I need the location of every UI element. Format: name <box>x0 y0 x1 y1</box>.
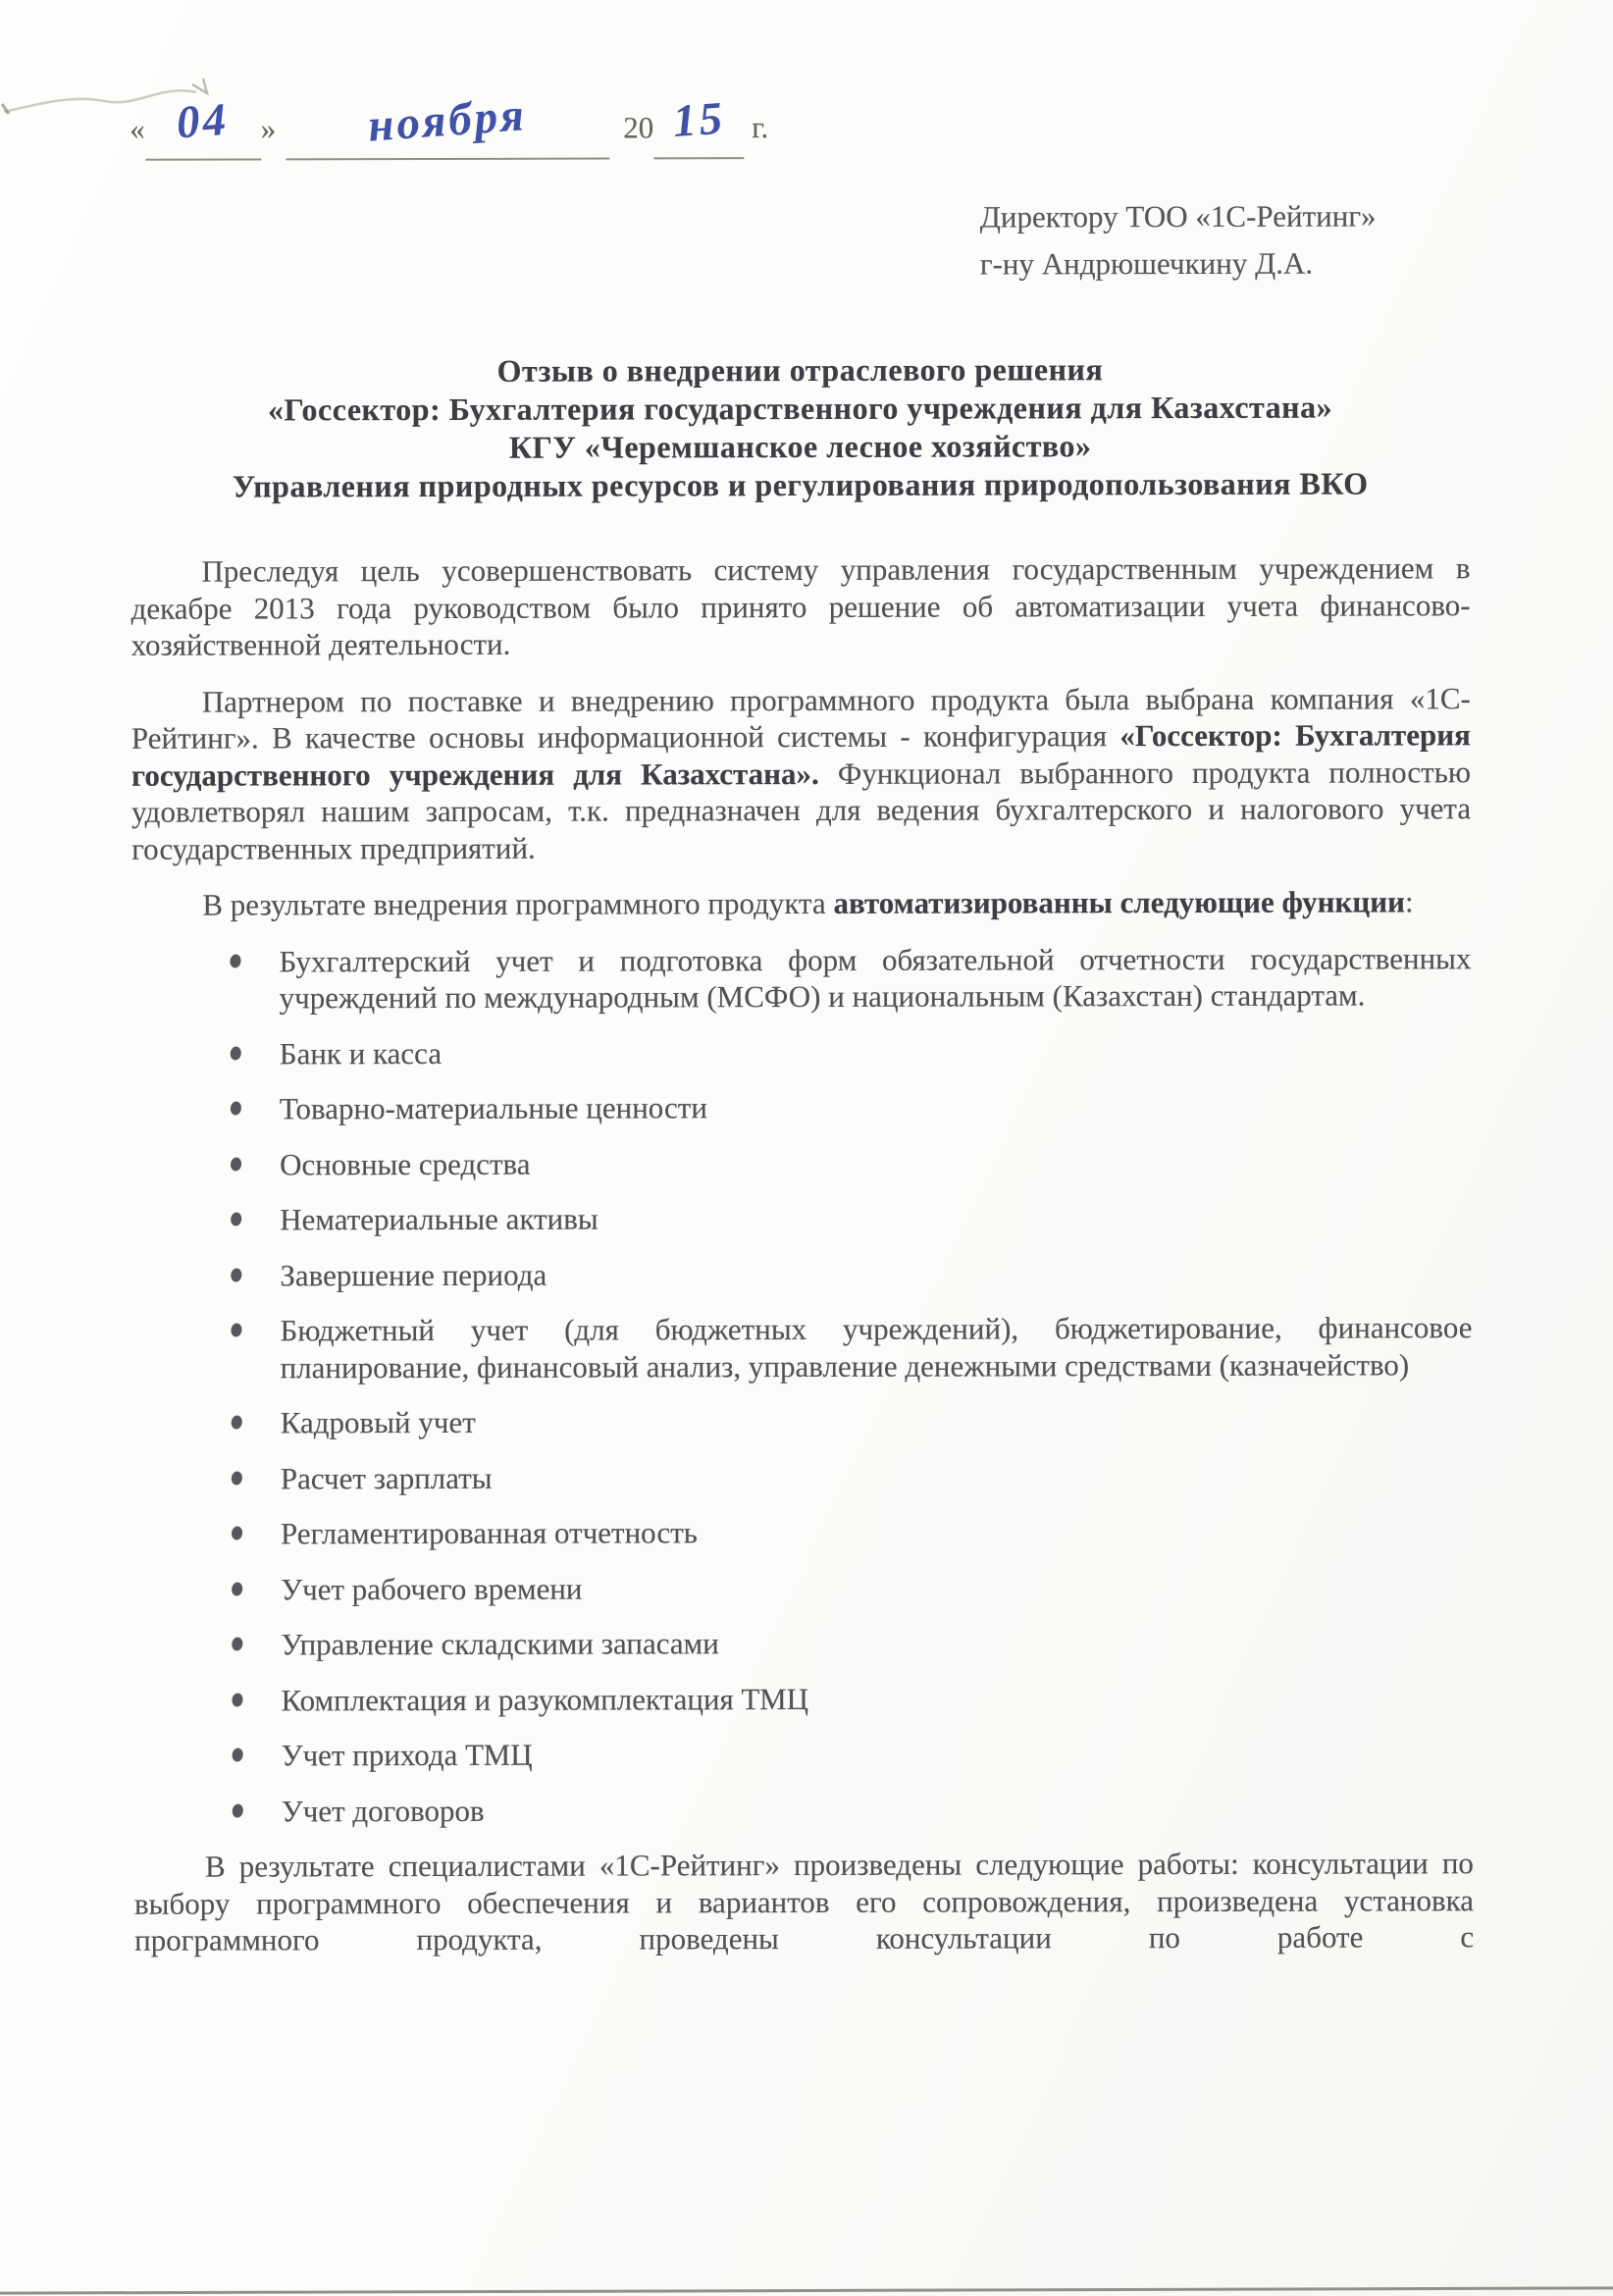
list-item-text: Бухгалтерский учет и подготовка форм обязательной отчетности государственных учреждений по международным (МСФО) и национальным (Казахстан) стандартам. <box>279 940 1472 1016</box>
handwritten-day: 04 <box>175 93 231 149</box>
list-item <box>132 1143 1472 1183</box>
bullet-icon <box>230 1212 242 1226</box>
open-quote: « <box>130 111 145 146</box>
date-month-blank <box>286 89 609 161</box>
automated-functions-list <box>131 940 1473 1830</box>
date-day-blank <box>145 93 261 160</box>
list-item-text: Товарно-материальные ценности <box>279 1090 707 1126</box>
list-item <box>134 1734 1474 1774</box>
list-item-text: Учет рабочего времени <box>281 1571 583 1606</box>
paragraph-intro <box>130 549 1470 663</box>
handwritten-year: 15 <box>670 92 727 148</box>
bullet-icon <box>231 1415 243 1430</box>
title-line-1: Отзыв о внедрении отраслевого решения <box>496 351 1104 389</box>
paragraph-functions-lead <box>131 883 1471 923</box>
bullet-icon <box>232 1748 244 1762</box>
addressee-block <box>980 192 1377 287</box>
functions-lead-colon: : <box>1404 884 1414 919</box>
list-item-text: Управление складскими запасами <box>281 1626 719 1662</box>
list-item-text: Учет договоров <box>281 1793 485 1828</box>
document-title <box>130 349 1470 506</box>
title-line-3: КГУ «Черемшанское лесное хозяйство» <box>508 428 1092 465</box>
list-item <box>132 1032 1472 1072</box>
bullet-icon <box>232 1802 244 1817</box>
list-item <box>133 1679 1473 1719</box>
list-item <box>133 1457 1473 1497</box>
list-item-text: Нематериальные активы <box>280 1201 598 1237</box>
close-quote: » <box>260 111 277 146</box>
bullet-icon <box>230 1045 242 1060</box>
paragraph-works-text: В результате специалистами «1С-Рейтинг» произведены следующие работы: консультации по выбору программного обеспечения и вариантов его сопровождения, произведена установка программного продукта, проведены консультации по работе с <box>133 1846 1475 1957</box>
list-item-text: Регламентированная отчетность <box>280 1515 698 1551</box>
date-line <box>130 89 1469 169</box>
bullet-icon <box>230 1156 242 1171</box>
bullet-icon <box>230 953 242 967</box>
list-item <box>132 1198 1472 1238</box>
list-item <box>133 1401 1473 1441</box>
paragraph-works <box>134 1845 1474 1958</box>
title-line-4: Управления природных ресурсов и регулирования природопользования ВКО <box>232 465 1369 504</box>
list-item <box>133 1512 1473 1552</box>
list-item <box>133 1568 1473 1608</box>
paragraph-partner <box>131 680 1471 867</box>
year-printed-prefix: 20 <box>623 110 654 145</box>
bullet-icon <box>232 1692 244 1706</box>
paragraph-partner-text-2: Функционал выбранного продукта полностью удовлетворял нашим запросам, т.к. предназначен для ведения бухгалтерского и налогового учета государственных предприятий. <box>131 754 1472 866</box>
list-item-text: Учет прихода ТМЦ <box>281 1737 533 1773</box>
list-item <box>133 1623 1473 1663</box>
bullet-icon <box>231 1637 243 1651</box>
list-item-text: Банк и касса <box>279 1035 442 1070</box>
list-item <box>132 1254 1472 1294</box>
handwritten-month: ноября <box>366 89 529 152</box>
list-item <box>132 1309 1472 1386</box>
list-item <box>131 940 1471 1018</box>
list-item <box>132 1087 1472 1127</box>
list-item <box>134 1790 1474 1830</box>
bullet-icon <box>230 1101 242 1116</box>
list-item-text: Кадровый учет <box>280 1404 476 1440</box>
bullet-icon <box>231 1581 243 1595</box>
addressee-line-2: г-ну Андрюшечкину Д.А. <box>979 245 1314 282</box>
list-item-text: Расчет зарплаты <box>280 1460 493 1495</box>
list-item-text: Комплектация и разукомплектация ТМЦ <box>281 1681 809 1717</box>
bullet-icon <box>231 1470 243 1485</box>
title-line-2: «Госсектор: Бухгалтерия государственного учреждения для Казахстана» <box>267 389 1333 428</box>
year-era-label: г. <box>752 110 769 145</box>
list-item-text: Завершение периода <box>280 1257 547 1292</box>
list-item-text: Бюджетный учет (для бюджетных учреждений), бюджетирование, финансовое планирование, финансовый анализ, управление денежными средствами (казначейство) <box>280 1310 1473 1384</box>
paragraph-intro-text: Преследуя цель усовершенствовать систему управления государственным учреждением в декабре 2013 года руководством было принято решение об автоматизации учета финансово-хозяйственной деятельности. <box>130 550 1471 662</box>
product-name-bold: «Госсектор: Бухгалтерия государственного учреждения для Казахстана». <box>130 717 1471 793</box>
functions-lead-bold: автоматизированны следующие функции <box>833 884 1405 920</box>
bullet-icon <box>231 1323 243 1337</box>
addressee-line-1: Директору ТОО «1С-Рейтинг» <box>979 198 1377 235</box>
list-item-text: Основные средства <box>279 1146 531 1181</box>
paragraph-partner-text: Партнером по поставке и внедрению программного продукта была выбрана компания «1С-Рейтинг». В качестве основы информационной системы - конфигурация <box>130 680 1471 756</box>
bullet-icon <box>231 1526 243 1540</box>
date-year-blank <box>653 92 744 159</box>
bullet-icon <box>230 1267 242 1281</box>
paragraph-functions-text: В результате внедрения программного продукта <box>202 885 834 922</box>
